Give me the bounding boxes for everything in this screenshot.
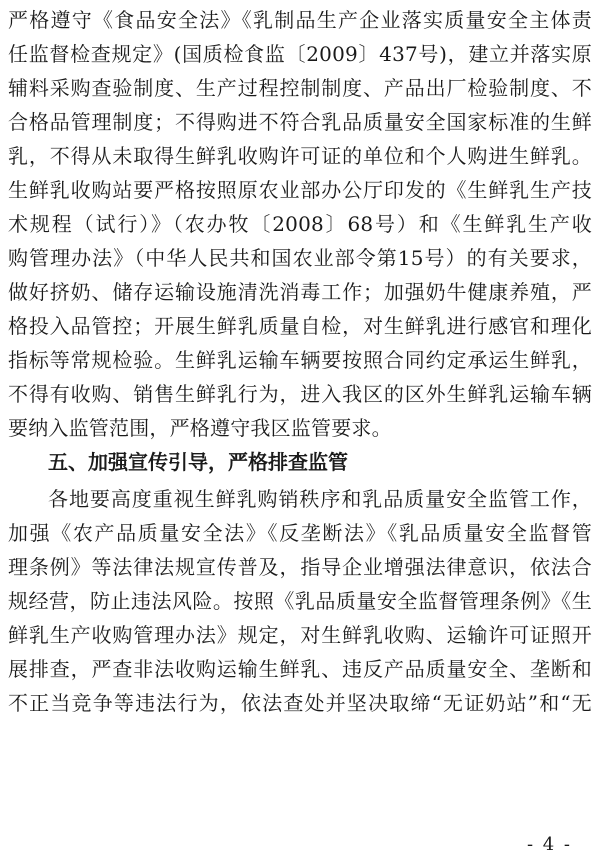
- section-heading: 五、加强宣传引导，严格排查监管: [48, 450, 348, 474]
- text-line: 展排查，严查非法收购运输生鲜乳、违反产品质量安全、垄断和: [8, 657, 592, 681]
- text-line: 乳，不得从未取得生鲜乳收购许可证的单位和个人购进生鲜乳。: [8, 144, 592, 168]
- text-line: 严格遵守《食品安全法》《乳制品生产企业落实质量安全主体责: [8, 8, 592, 32]
- text-line: 格投入品管控；开展生鲜乳质量自检，对生鲜乳进行感官和理化: [8, 314, 592, 338]
- text-line: 术规程（试行）》（农办牧〔2008〕68号）和《生鲜乳生产收: [8, 212, 592, 236]
- text-line: 鲜乳生产收购管理办法》规定，对生鲜乳收购、运输许可证照开: [8, 623, 592, 647]
- text-line: 购管理办法》（中华人民共和国农业部令第15号）的有关要求，: [8, 246, 592, 270]
- text-line: 各地要高度重视生鲜乳购销秩序和乳品质量安全监管工作，: [48, 487, 592, 511]
- text-line: 辅料采购查验制度、生产过程控制制度、产品出厂检验制度、不: [8, 76, 592, 100]
- text-line: 做好挤奶、储存运输设施清洗消毒工作；加强奶牛健康养殖，严: [8, 280, 592, 304]
- text-line: 合格品管理制度；不得购进不符合乳品质量安全国家标准的生鲜: [8, 110, 592, 134]
- text-line: 任监督检查规定》(国质检食监〔2009〕437号)，建立并落实原: [8, 42, 592, 66]
- text-line: 要纳入监管范围，严格遵守我区监管要求。: [8, 416, 392, 440]
- page-number: - 4 -: [526, 834, 572, 855]
- text-line: 规经营，防止违法风险。按照《乳品质量安全监督管理条例》《生: [8, 589, 592, 613]
- text-line: 不正当竞争等违法行为，依法查处并坚决取缔“无证奶站”和“无: [8, 691, 592, 715]
- text-line: 不得有收购、销售生鲜乳行为，进入我区的区外生鲜乳运输车辆: [8, 382, 592, 406]
- text-line: 加强《农产品质量安全法》《反垄断法》《乳品质量安全监督管: [8, 521, 592, 545]
- text-line: 生鲜乳收购站要严格按照原农业部办公厅印发的《生鲜乳生产技: [8, 178, 592, 202]
- text-line: 理条例》等法律法规宣传普及，指导企业增强法律意识，依法合: [8, 555, 592, 579]
- text-line: 指标等常规检验。生鲜乳运输车辆要按照合同约定承运生鲜乳，: [8, 348, 592, 372]
